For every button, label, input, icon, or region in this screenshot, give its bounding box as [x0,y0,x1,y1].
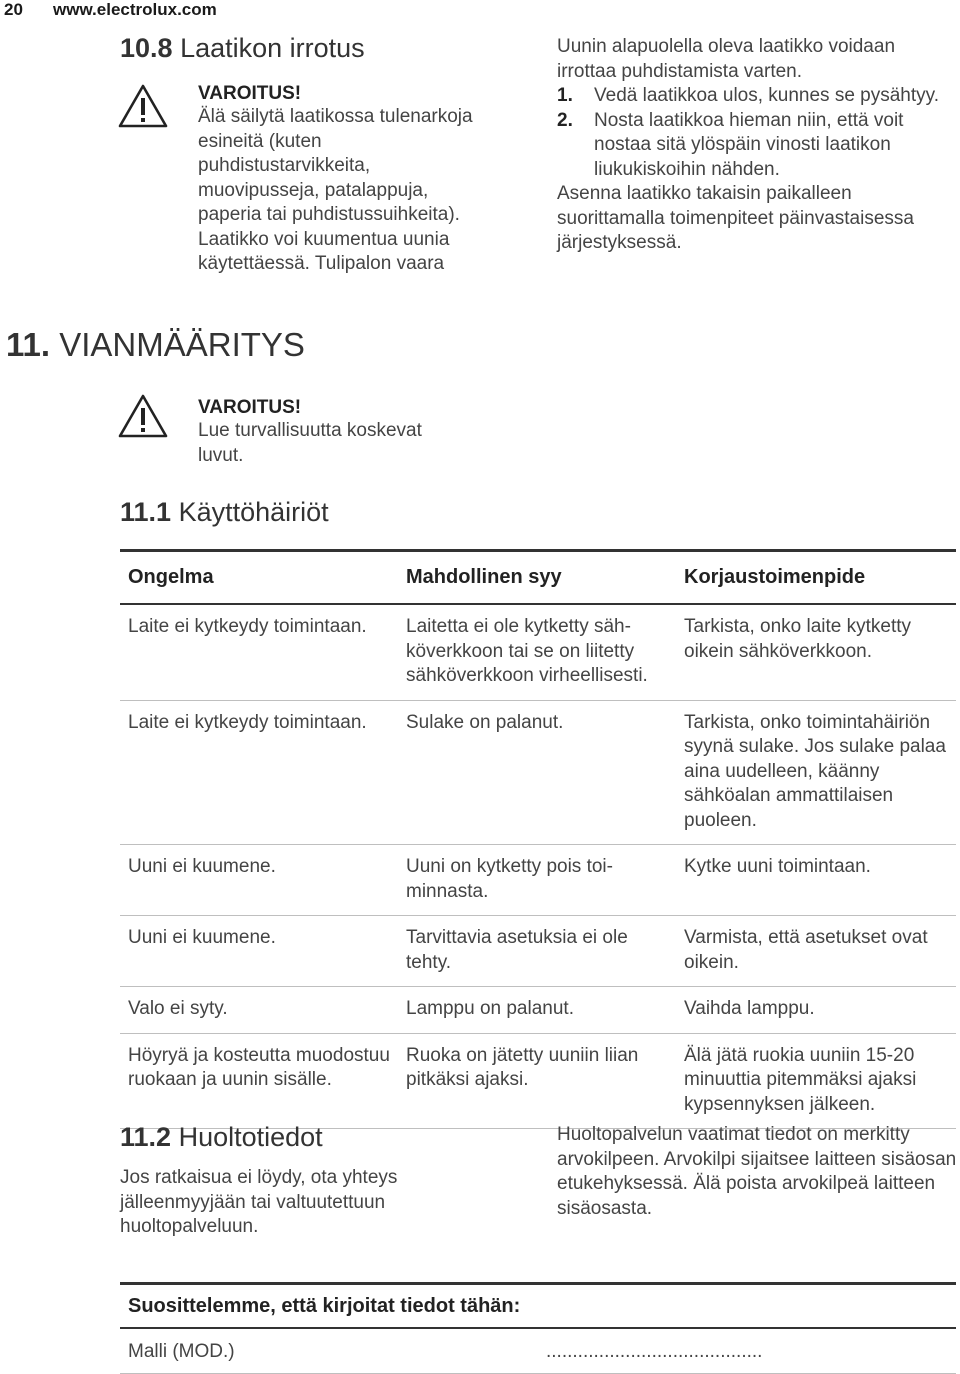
table-cell: Höyryä ja kosteutta muodostuu ruokaan ja uunin sisälle. [120,1033,398,1129]
warning-block-11 [198,397,468,468]
section-11-1-title: Käyttöhäiriöt [178,497,329,527]
section-11-1-number: 11.1 [120,497,172,527]
warning-title: VAROITUS! [198,83,302,104]
step-1 [557,84,957,109]
table-cell: Laite ei kytkeydy toimintaan. [120,604,398,700]
section-11-2-heading [120,1122,323,1153]
table-cell: Ruoka on jätetty uuniin liian pitkäksi ajaksi. [398,1033,676,1129]
section-11-2-number: 11.2 [120,1122,172,1152]
table-cell: Sulake on palanut. [398,700,676,845]
column-header: Ongelma [120,551,398,605]
table-row [120,916,956,987]
warning-icon [117,83,169,129]
table-cell: Laite ei kytkeydy toimintaan. [120,700,398,845]
table-cell: Lamppu on palanut. [398,987,676,1034]
warning-title: VAROITUS! [198,397,302,418]
section-10-8-title: Laatikon irrotus [180,33,365,63]
table-header-row [120,551,956,605]
service-left-text: Jos ratkaisua ei löydy, ota yhteys jälleenmyyjään tai valtuutettuun huoltopalveluun. [120,1167,398,1237]
intro-text: Uunin alapuolella oleva laatikko voidaan irrottaa puhdistamista varten. [557,36,896,82]
warning-text: Lue turvallisuutta koskevat luvut. [198,420,422,466]
section-11-2-title: Huoltotiedot [178,1122,323,1152]
recommendation-box [120,1282,956,1374]
table-cell: Tarkista, onko toimintahäiriön syynä sulake. Jos sulake palaa aina uudelleen, käänny sähköalan ammattilaisen puoleen. [676,700,956,845]
section-11-1-heading [120,497,329,528]
section-10-8-number: 10.8 [120,33,173,63]
warning-icon [117,393,169,439]
table-row [120,700,956,845]
step-text: Nosta laatikkoa hieman niin, että voit nostaa sitä ylöspäin vinosti laatikon liukukiskoihin nähden. [594,109,904,180]
table-cell: Älä jätä ruokia uuniin 15-20 minuuttia pitemmäksi ajaksi kypsennyksen jälkeen. [676,1033,956,1129]
section-10-8-heading [120,33,365,64]
table-cell: Uuni ei kuumene. [120,845,398,916]
table-cell: Tarkista, onko laite kytketty oikein sähköverkkoon. [676,604,956,700]
step-2 [557,109,957,183]
model-value-line: ......................................... [546,1341,763,1362]
table-row [120,987,956,1034]
table-row [120,1033,956,1129]
outro-text: Asenna laatikko takaisin paikalleen suorittamalla toimenpiteet päinvastaisessa järjestyksessä. [557,183,914,253]
step-text: Vedä laatikkoa ulos, kunnes se pysähtyy. [594,85,940,106]
table-cell: Valo ei syty. [120,987,398,1034]
column-header: Mahdollinen syy [398,551,676,605]
table-cell: Uuni on kytketty pois toiminnasta. [398,845,676,916]
section-11-title: VIANMÄÄRITYS [59,326,305,363]
page-number: 20 [4,0,23,19]
recommendation-title: Suosittelemme, että kirjoitat tiedot tähän: [120,1282,956,1329]
table-row [120,604,956,700]
section-11-heading [6,326,305,364]
column-header: Korjaustoimenpide [676,551,956,605]
table-row [120,845,956,916]
table-cell: Vaihda lamppu. [676,987,956,1034]
right-column-10-8 [557,35,957,256]
model-label: Malli (MOD.) [128,1341,235,1362]
warning-block-10-8 [198,83,488,277]
step-number: 2. [557,109,573,131]
recommendation-row [120,1329,956,1374]
troubleshooting-table [120,549,956,1129]
warning-text: Älä säilytä laatikossa tulenarkoja esineitä (kuten puhdistustarvikkeita, muovipusseja, patalappuja, paperia tai puhdistussuihkeita). Laatikko voi kuumentua uunia käytettäessä. Tulipalon vaara [198,106,473,274]
table-cell: Tarvittavia asetuksia ei ole tehty. [398,916,676,987]
table-cell: Kytke uuni toimintaan. [676,845,956,916]
service-right-text: Huoltopalvelun vaatimat tiedot on merkitty arvokilpeen. Arvokilpi sijaitsee laitteen sisäosan etukehyksessä. Älä poista arvokilpeä laitteen sisäosasta. [557,1124,957,1219]
step-number: 1. [557,85,573,106]
table-cell: Varmista, että asetukset ovat oikein. [676,916,956,987]
section-11-number: 11. [6,326,51,363]
table-cell: Uuni ei kuumene. [120,916,398,987]
table-cell: Laitetta ei ole kytketty sähköverkkoon tai se on liitetty sähköverkkoon virheellisesti. [398,604,676,700]
website-url: www.electrolux.com [53,0,217,19]
